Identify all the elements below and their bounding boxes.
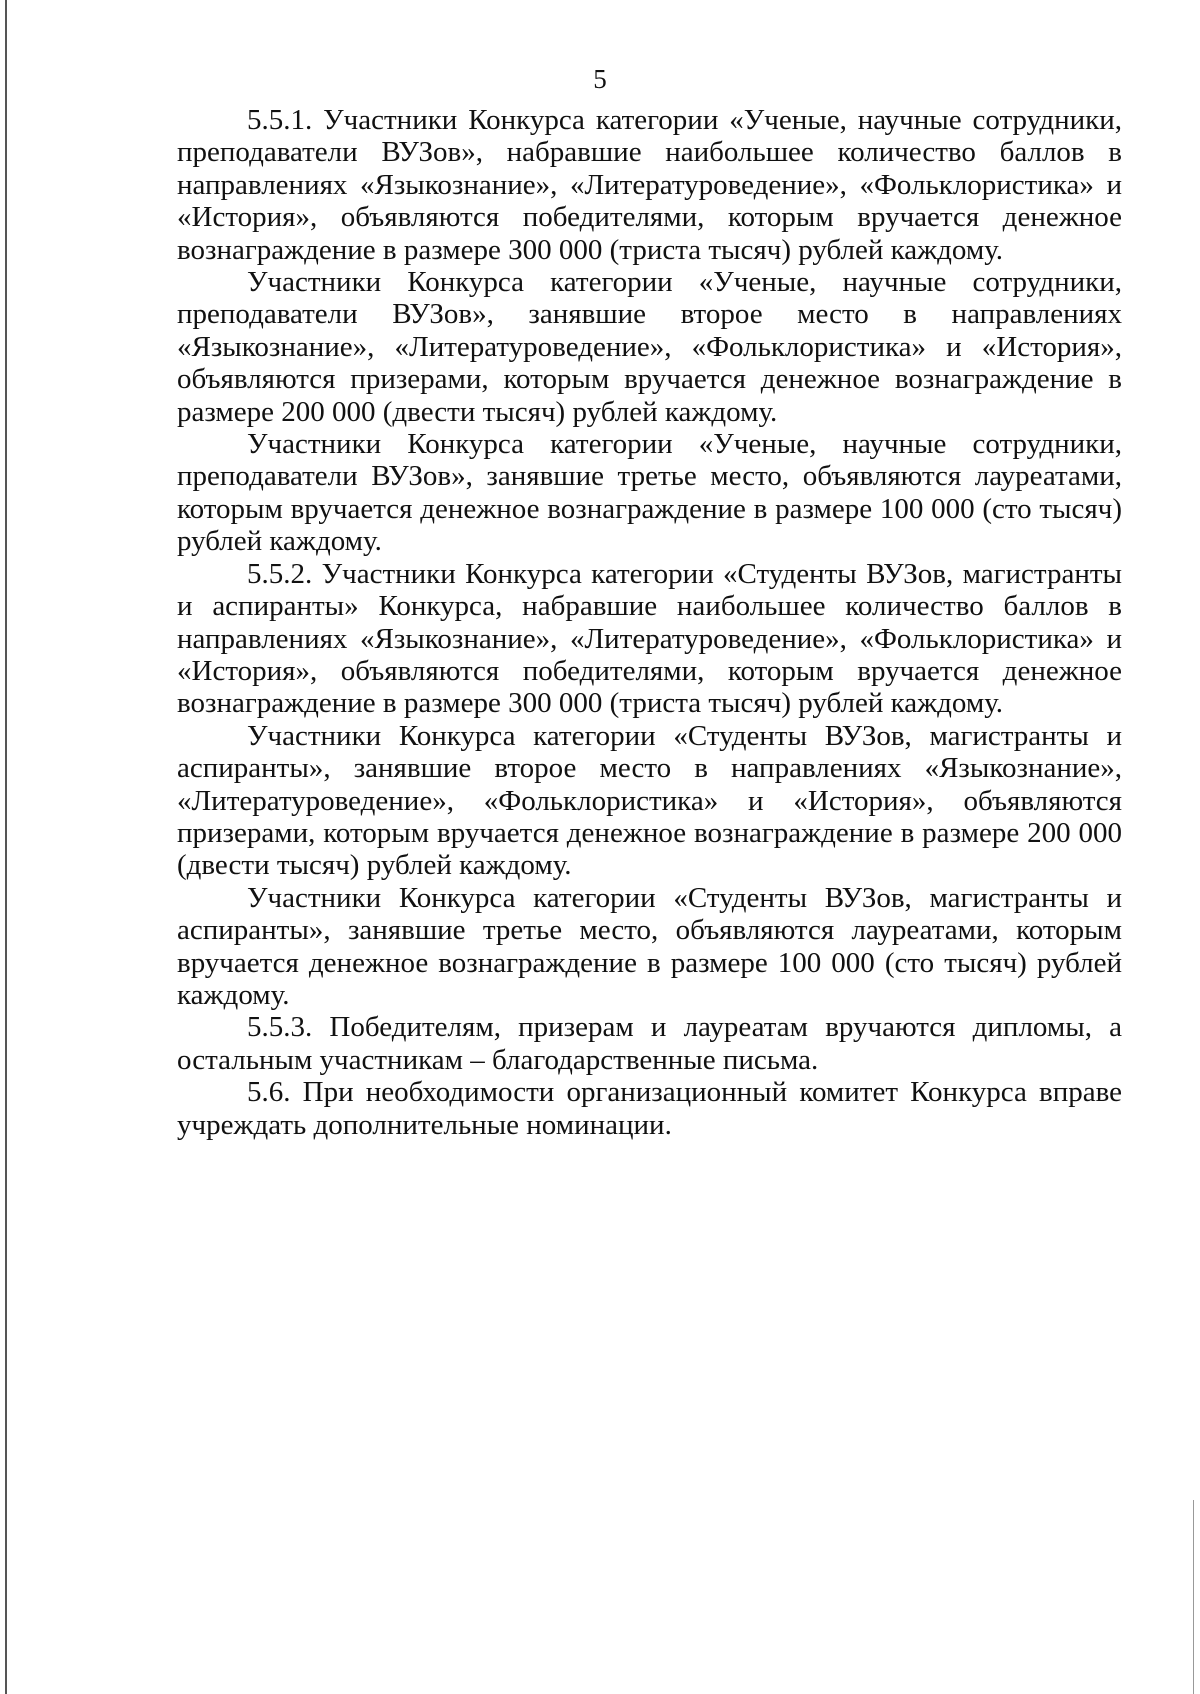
scan-edge-left — [5, 0, 7, 1694]
paragraph-5-5-2: 5.5.2. Участники Конкурса категории «Студенты ВУЗов, магистранты и аспиранты» Конкурса, набравшие наибольшее количество баллов в направлениях «Языкознание», «Литературоведение», «Фольклористика» и «История», объявляются победителями, которым вручается денежное вознаграждение в размере 300 000 (триста тысяч) рублей каждому. — [177, 557, 1122, 720]
page-number: 5 — [593, 64, 607, 94]
scan-edge-right — [1193, 1500, 1194, 1694]
paragraph-scientists-third-place: Участники Конкурса категории «Ученые, научные сотрудники, преподаватели ВУЗов», занявшие третье место, объявляются лауреатами, которым вручается денежное вознаграждение в размере 100 000 (сто тысяч) рублей каждому. — [177, 428, 1122, 558]
document-body — [177, 104, 1122, 1141]
paragraph-5-5-3: 5.5.3. Победителям, призерам и лауреатам вручаются дипломы, а остальным участникам – благодарственные письма. — [177, 1011, 1122, 1076]
paragraph-scientists-second-place: Участники Конкурса категории «Ученые, научные сотрудники, преподаватели ВУЗов», занявшие второе место в направлениях «Языкознание», «Литературоведение», «Фольклористика» и «История», объявляются призерами, которым вручается денежное вознаграждение в размере 200 000 (двести тысяч) рублей каждому. — [177, 266, 1122, 428]
paragraph-5-6: 5.6. При необходимости организационный комитет Конкурса вправе учреждать дополнительные номинации. — [177, 1076, 1122, 1141]
paragraph-students-second-place: Участники Конкурса категории «Студенты ВУЗов, магистранты и аспиранты», занявшие второе место в направлениях «Языкознание», «Литературоведение», «Фольклористика» и «История», объявляются призерами, которым вручается денежное вознаграждение в размере 200 000 (двести тысяч) рублей каждому. — [177, 719, 1122, 882]
paragraph-5-5-1: 5.5.1. Участники Конкурса категории «Ученые, научные сотрудники, преподаватели ВУЗов», набравшие наибольшее количество баллов в направлениях «Языкознание», «Литературоведение», «Фольклористика» и «История», объявляются победителями, которым вручается денежное вознаграждение в размере 300 000 (триста тысяч) рублей каждому. — [177, 104, 1122, 266]
paragraph-students-third-place: Участники Конкурса категории «Студенты ВУЗов, магистранты и аспиранты», занявшие третье место, объявляются лауреатами, которым вручается денежное вознаграждение в размере 100 000 (сто тысяч) рублей каждому. — [177, 881, 1122, 1011]
